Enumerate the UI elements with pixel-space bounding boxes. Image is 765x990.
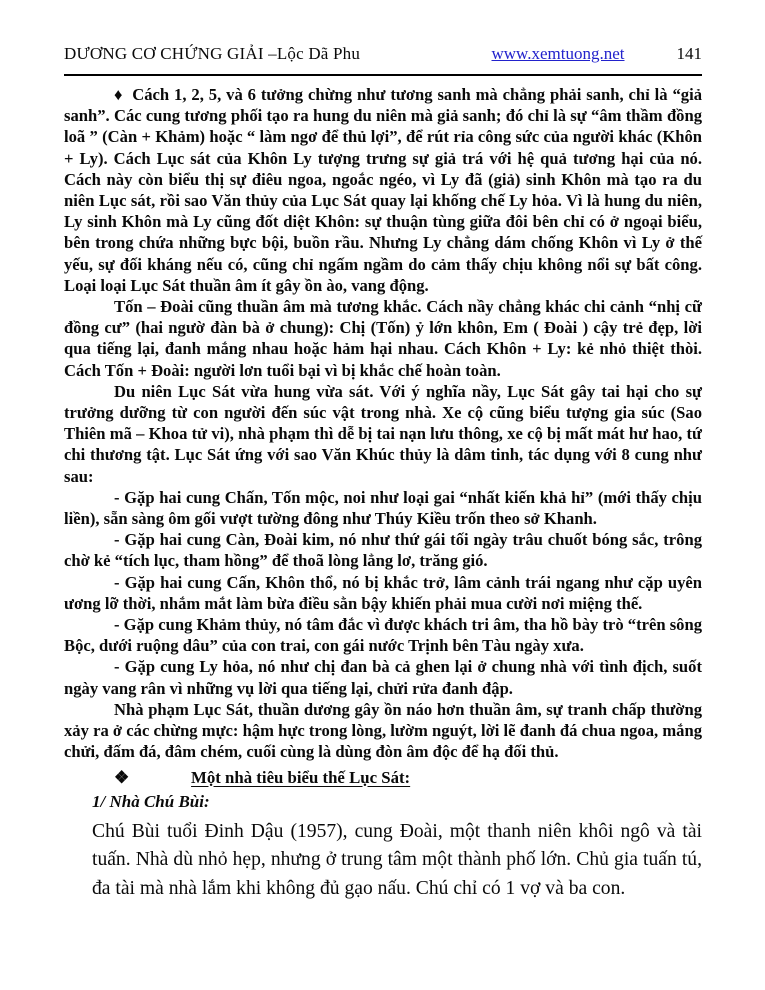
list-item-can-doai: - Gặp hai cung Càn, Đoài kim, nó như thứ gái tối ngày trâu chuốt bóng sắc, trông chờ kẻ “tích lục, tham hồng” để thoã lòng lẳng lơ, trăng gió.: [64, 530, 702, 571]
subsection-heading: 1/ Nhà Chú Bùi:: [92, 791, 210, 811]
list-item-kham: - Gặp cung Khảm thủy, nó tâm đắc vì được khách tri âm, tha hồ bày trò “trên sông Bộc, dưới ruộng dâu” của con trai, con gái nước Trịnh bên Tàu ngày xưa.: [64, 615, 702, 656]
list-item-ly: - Gặp cung Ly hỏa, nó như chị đan bà cả ghen lại ở chung nhà với tình địch, suốt ngày vang rân vì những vụ lời qua tiếng lại, chửi rửa đanh đập.: [64, 657, 702, 698]
section-heading-line: [64, 767, 702, 789]
closing-paragraph: Chú Bùi tuổi Đinh Dậu (1957), cung Đoài, một thanh niên khôi ngô và tài tuấn. Nhà dù nhỏ hẹp, nhưng ở trung tâm một thành phố lớn. Chủ gia tuấn tú, đa tài mà nhà lắm khi không đủ gạo nấu. Chú chỉ có 1 vợ và ba con.: [92, 820, 702, 899]
paragraph-text: Cách 1, 2, 5, và 6 tưởng chừng như tương sanh mà chẳng phải sanh, chỉ là “giả sanh”. Các cung tương phối tạo ra hung du niên mà giả sanh; đó chỉ là sự “âm thầm đồng loã ” (Càn + Khảm) hoặc “ làm ngơ để thủ lợi”, để rút rỉa công sức của người khác (Khôn + Ly). Cách Lục sát của Khôn Ly tượng trưng sự giả trá với hệ quả tương hại của nó. Cách này còn biểu thị sự điêu ngoa, ngoắc ngéo, vì Ly đã (giả) sinh Khôn mà tạo ra du niên Lục sát, rồi sao Văn thủy của Lục Sát quay lại khống chế Ly hỏa. Vì là hung du niên, Ly sinh Khôn mà Ly cũng đốt diệt Khôn: sự thuận tùng giữa đôi bên chỉ có ở ngoại biểu, bên trong chứa những bực bội, buồn rầu. Nhưng Ly chẳng dám chống Khôn vì Ly ở thế yếu, sự đối kháng nếu có, cũng chỉ ngấm ngầm do cảm thấy chịu không nổi sự bất công. Loại loại Lục Sát thuần âm ít gây ồn ào, vang động.: [64, 85, 702, 295]
diamond-bullet-icon: ♦: [114, 85, 124, 104]
paragraph-ton-doai: Tốn – Đoài cũng thuần âm mà tương khắc. Cách nầy chẳng khác chi cảnh “nhị cữ đồng cư” (hai ngườ đàn bà ở chung): Chị (Tốn) ỷ lớn khôn, Em ( Đoài ) cậy trẻ đẹp, lời qua tiếng lại, đanh mắng nhau hoặc hảm hại nhau. Cách Khôn + Ly: kẻ nhỏ thiệt thòi. Cách Tốn + Đoài: người lơn tuổi bại vì bị khắc chế hoàn toàn.: [64, 297, 702, 380]
page-header: [64, 44, 702, 64]
paragraph-gia-sanh: [64, 84, 702, 296]
section-heading: Một nhà tiêu biểu thế Lục Sát:: [191, 767, 411, 787]
header-divider: [64, 74, 702, 76]
website-link[interactable]: www.xemtuong.net: [491, 44, 625, 63]
book-title: DƯƠNG CƠ CHỨNG GIẢI –Lộc Dã Phu: [64, 44, 361, 63]
list-item-can-khon: - Gặp hai cung Cấn, Khôn thổ, nó bị khắc trở, lâm cảnh trái ngang như cặp uyên ương lỡ thời, nhắm mắt làm bừa điều sằn bậy khiến phải mua cười nơi miệng thế.: [64, 572, 702, 613]
page-body: [64, 84, 702, 903]
paragraph-du-nien: Du niên Lục Sát vừa hung vừa sát. Với ý nghĩa nầy, Lục Sát gây tai hại cho sự trưởng dưỡng từ con người đến súc vật trong nhà. Xe cộ cũng biểu tượng gia súc (Sao Thiên mã – Khoa tử vi), nhà phạm thì dễ bị tai nạn lưu thông, xe cộ bị mất mát hư hao, tứ chi thương tật. Lục Sát ứng với sao Văn Khúc thủy là dâm tinh, tác dụng với 8 cung như sau:: [64, 381, 702, 486]
list-item-chan-ton: - Gặp hai cung Chấn, Tốn mộc, noi như loại gai “nhất kiến khả hỉ” (mới thấy chịu liền), sẵn sàng ôm gối vượt tường đông như Thúy Kiều trốn theo sở Khanh.: [64, 487, 702, 529]
paragraph-nha-pham: Nhà phạm Lục Sát, thuần dương gây ồn náo hơn thuần âm, sự tranh chấp thường xảy ra ở các chừng mực: hậm hực trong lòng, lườm nguýt, lời lẽ đanh đá chua ngoa, mắng chửi, đấm đá, đâm chém, cuối cùng là dùng đòn âm độc để hạ đối thủ.: [64, 699, 702, 762]
page-number: 141: [676, 44, 702, 63]
section-marker-icon: ❖: [114, 767, 130, 787]
